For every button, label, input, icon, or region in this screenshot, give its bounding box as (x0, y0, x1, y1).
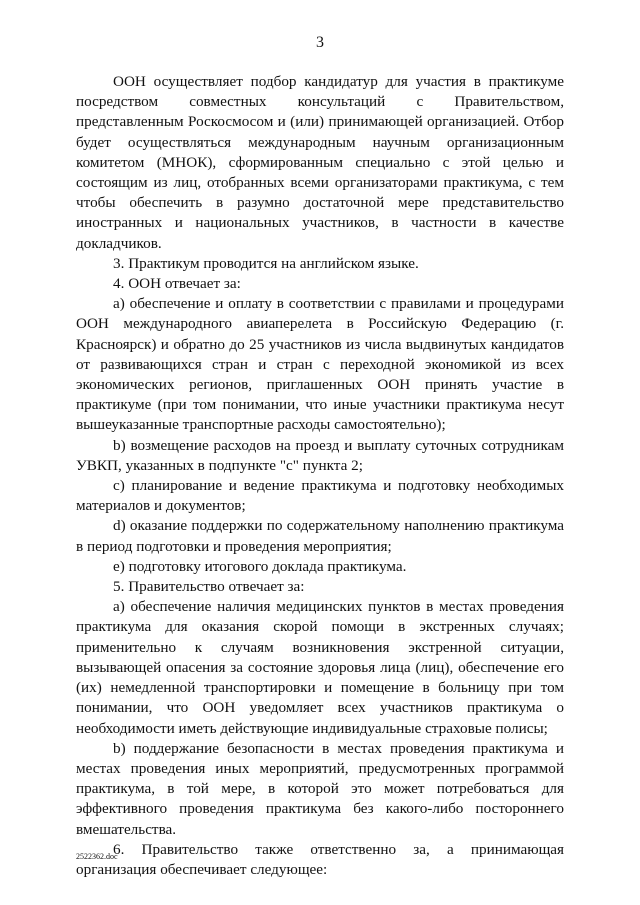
document-body (76, 72, 564, 880)
paragraph-5a: а) обеспечение наличия медицинских пунктов в местах проведения практикума для оказания скорой помощи в экстренных случаях; применительно к случаям возникновения экстренной ситуации, вызывающей опасения за состояние здоровья лица (лиц), обеспечение его (их) немедленной транспортировки и помещение в больницу при том понимании, что ООН уведомляет всех участников практикума о необходимости иметь действующие индивидуальные страховые полисы; (76, 598, 564, 737)
paragraph-3-language: 3. Практикум проводится на английском языке. (113, 254, 419, 272)
footer-filename: 2522362.doc (76, 852, 118, 861)
paragraph-4c: с) планирование и ведение практикума и подготовку необходимых материалов и документов; (76, 477, 564, 515)
paragraph-4-heading: 4. ООН отвечает за: (113, 275, 241, 293)
paragraph-un-selection: ООН осуществляет подбор кандидатур для участия в практикуме посредством совместных консультаций с Правительством, представленным Роскосмосом и (или) принимающей организацией. Отбор будет осуществляться международным научным организационным комитетом (МНОК), сформированным специально с этой целью и состоящим из лиц, отобранных всеми организаторами практикума, с тем чтобы обеспечить в разумно достаточной мере представительство иностранных и национальных участников, в частности в качестве докладчиков. (76, 73, 564, 252)
paragraph-4e: е) подготовку итогового доклада практикума. (113, 557, 407, 575)
page-number: 3 (316, 34, 324, 51)
paragraph-4b: b) возмещение расходов на проезд и выплату суточных сотрудникам УВКП, указанных в подпункте "с" пункта 2; (76, 436, 564, 474)
paragraph-5b: b) поддержание безопасности в местах проведения практикума и местах проведения иных мероприятий, предусмотренных программой практикума, в той мере, в которой это может потребоваться для эффективного проведения практикума без какого-либо постороннего вмешательства. (76, 739, 564, 838)
paragraph-5-heading: 5. Правительство отвечает за: (113, 578, 305, 596)
paragraph-4a: а) обеспечение и оплату в соответствии с правилами и процедурами ООН международного авиаперелета в Российскую Федерацию (г. Красноярск) и обратно до 25 участников из числа выдвинутых кандидатов от развивающихся стран и стран с переходной экономикой из всех экономических регионов, приглашенных ООН принять участие в практикуме (при том понимании, что иные участники практикума несут вышеуказанные транспортные расходы самостоятельно); (76, 295, 564, 434)
paragraph-4d: d) оказание поддержки по содержательному наполнению практикума в период подготовки и проведения мероприятия; (76, 517, 564, 555)
paragraph-6: 6. Правительство также ответственно за, а принимающая организация обеспечивает следующее: (76, 840, 564, 878)
